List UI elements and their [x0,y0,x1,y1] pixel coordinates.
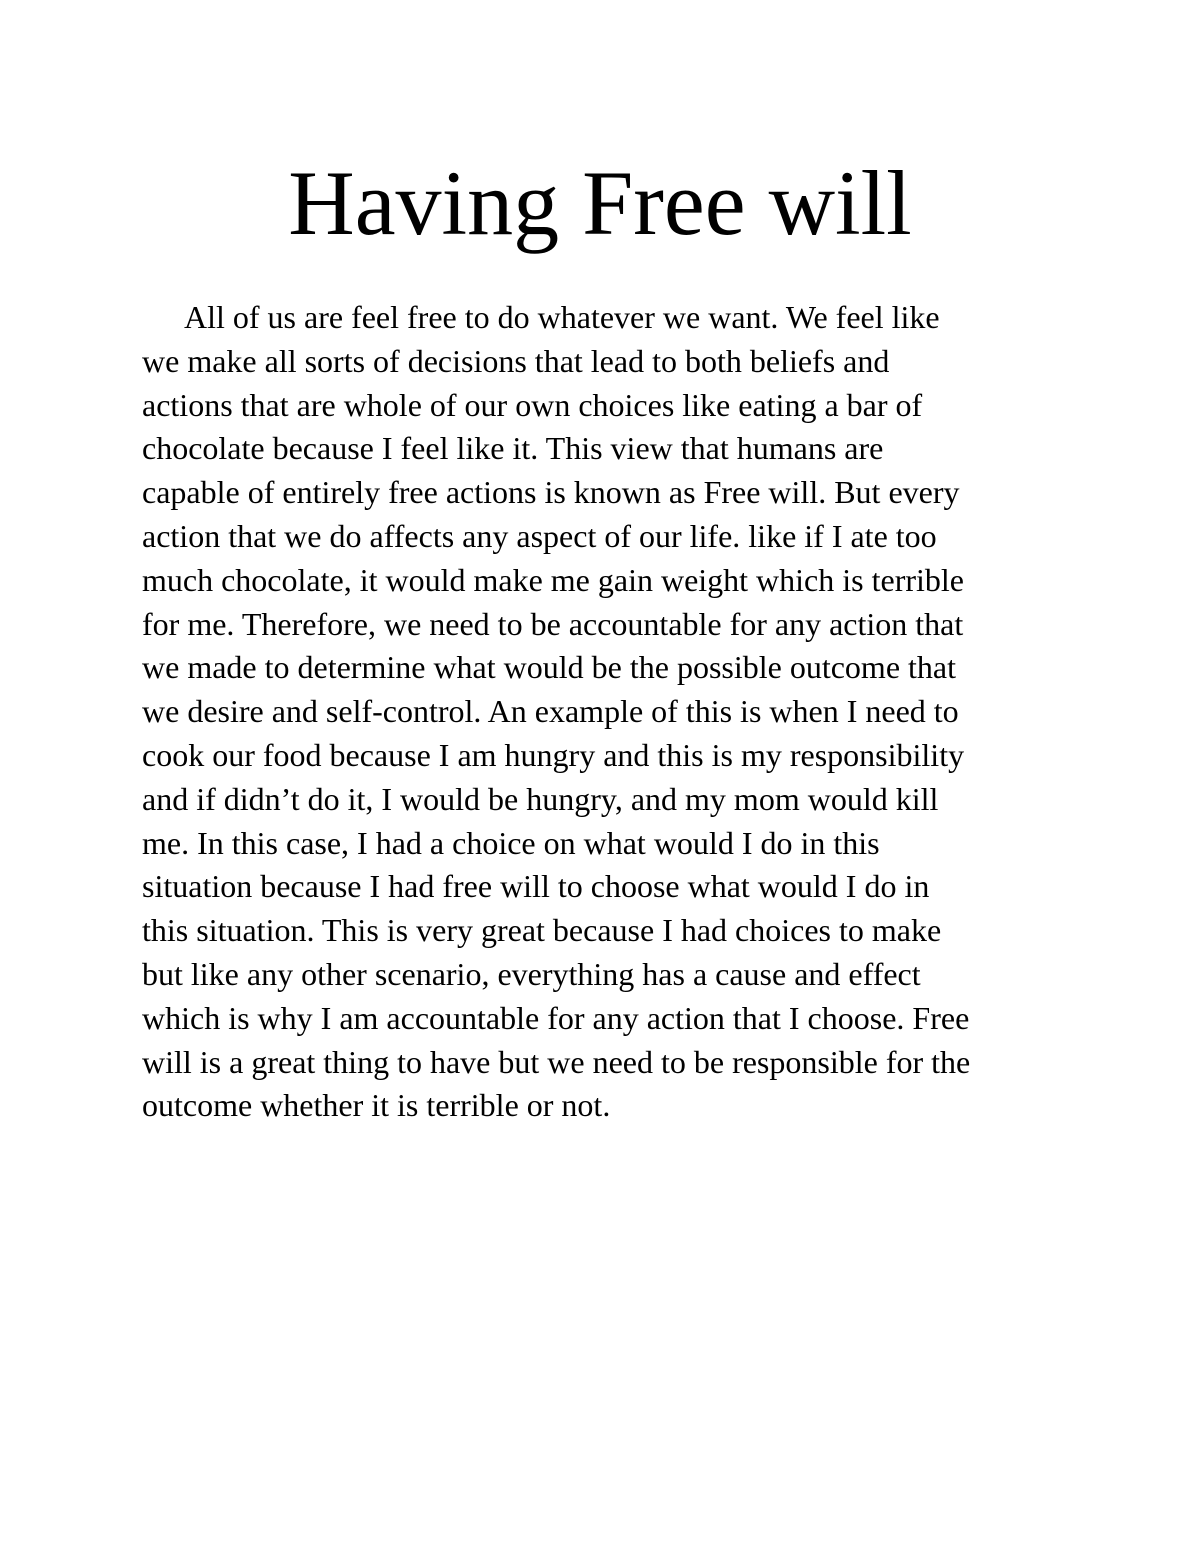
paragraph-line: this situation. This is very great because I had choices to make [142,912,942,949]
paragraph-line: situation because I had free will to choose what would I do in [142,868,930,905]
body-paragraph [142,296,1082,1128]
paragraph-line: capable of entirely free actions is known as Free will. But every [142,474,960,511]
paragraph-line: cook our food because I am hungry and this is my responsibility [142,736,965,773]
document-title: Having Free will [288,152,912,254]
paragraph-line: chocolate because I feel like it. This view that humans are [142,430,884,467]
paragraph-line: much chocolate, it would make me gain weight which is terrible [142,561,964,598]
paragraph-line: outcome whether it is terrible or not. [142,1087,611,1124]
paragraph-line: actions that are whole of our own choices like eating a bar of [142,386,923,423]
paragraph-line: we make all sorts of decisions that lead to both beliefs and [142,342,890,379]
paragraph-line: for me. Therefore, we need to be accountable for any action that [142,605,964,642]
paragraph-line: action that we do affects any aspect of our life. like if I ate too [142,517,937,554]
paragraph-line: me. In this case, I had a choice on what would I do in this [142,824,880,861]
paragraph-line: and if didn’t do it, I would be hungry, and my mom would kill [142,780,939,817]
paragraph-line: All of us are feel free to do whatever we want. We feel like [184,299,940,335]
paragraph-line: which is why I am accountable for any action that I choose. Free [142,999,970,1036]
paragraph-line: will is a great thing to have but we need to be responsible for the [142,1043,971,1080]
paragraph-line: we made to determine what would be the possible outcome that [142,649,956,686]
paragraph-line: we desire and self-control. An example of this is when I need to [142,693,959,730]
paragraph-line: but like any other scenario, everything has a cause and effect [142,955,921,992]
